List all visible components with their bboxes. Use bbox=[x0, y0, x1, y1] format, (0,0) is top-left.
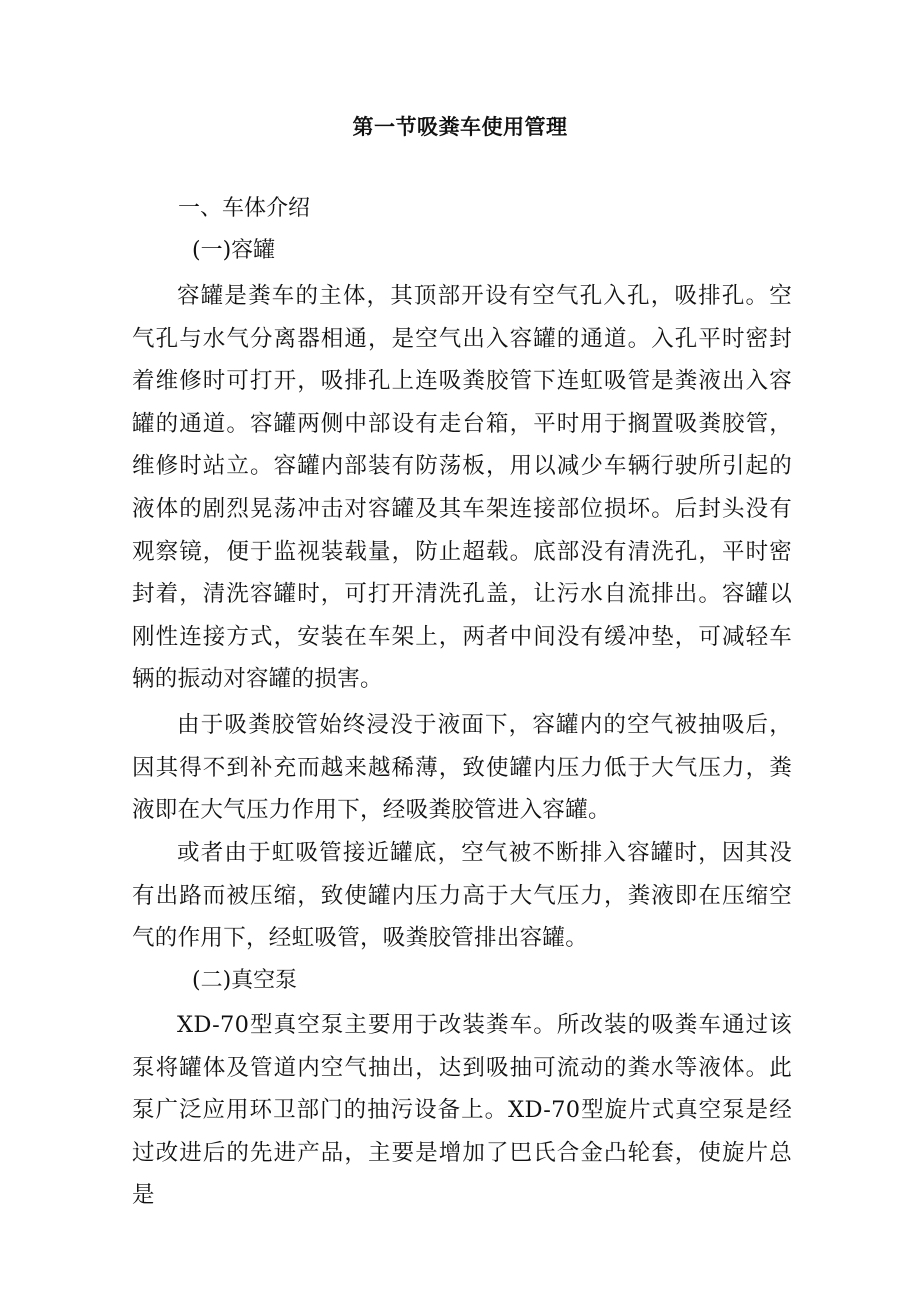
section-heading-vehicle-intro: 一、车体介绍 bbox=[178, 196, 311, 221]
paragraph-tank-description: 容罐是粪车的主体，其顶部开设有空气孔入孔，吸排孔。空气孔与水气分离器相通，是空气出入容罐的通道。入孔平时密封着维修时可打开，吸排孔上连吸粪胶管下连虹吸管是粪液出入容罐的通道。容罐两侧中部设有走台箱，平时用于搁置吸粪胶管，维修时站立。容罐内部装有防荡板，用以减少车辆行驶所引起的液体的剧烈晃荡冲击对容罐及其车架连接部位损坏。后封头没有观察镜，便于监视装载量，防止超载。底部没有清洗孔，平时密封着，清洗容罐时，可打开清洗孔盖，让污水自流排出。容罐以刚性连接方式，安装在车架上，两者中间没有缓冲垫，可减轻车辆的振动对容罐的损害。 bbox=[132, 283, 792, 693]
subsection-heading-vacuum-pump: (二)真空泵 bbox=[192, 968, 298, 993]
paragraph-vacuum-pump-description: XD-70型真空泵主要用于改装粪车。所改装的吸粪车通过该泵将罐体及管道内空气抽出，达到吸抽可流动的粪水等液体。此泵广泛应用环卫部门的抽污设备上。XD-70型旋片式真空泵是经过改进后的先进产品，主要是增加了巴氏合金凸轮套，使旋片总是 bbox=[132, 1012, 792, 1209]
subsection-heading-tank: (一)容罐 bbox=[192, 238, 276, 263]
paragraph-suction-principle: 由于吸粪胶管始终浸没于液面下，容罐内的空气被抽吸后，因其得不到补充而越来越稀薄，致使罐内压力低于大气压力，粪液即在大气压力作用下，经吸粪胶管进入容罐。 bbox=[132, 712, 792, 824]
paragraph-discharge-principle: 或者由于虹吸管接近罐底，空气被不断排入容罐时，因其没有出路而被压缩，致使罐内压力高于大气压力，粪液即在压缩空气的作用下，经虹吸管，吸粪胶管排出容罐。 bbox=[132, 840, 792, 952]
page-title: 第一节吸粪车使用管理 bbox=[352, 115, 568, 139]
